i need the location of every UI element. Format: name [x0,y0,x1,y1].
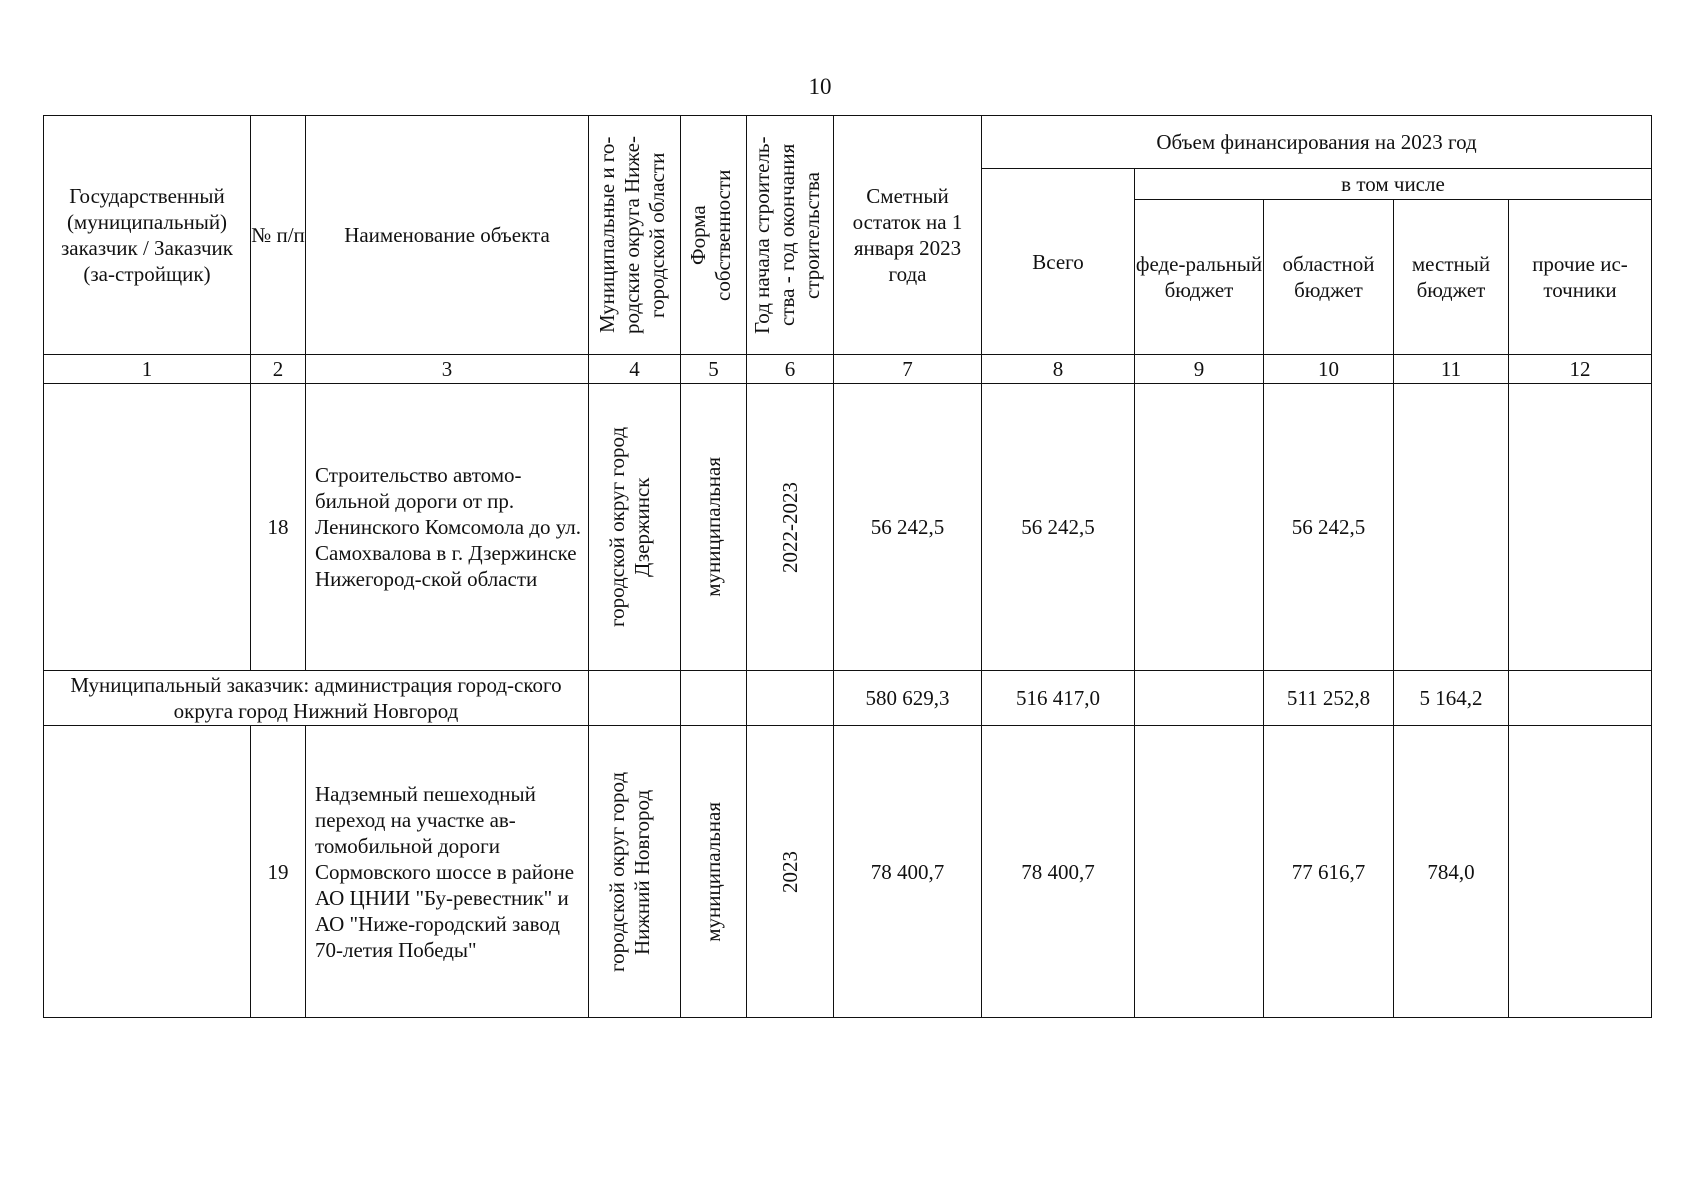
header-years-text: Год начала строитель-ства - год окончания строительства [750,136,824,334]
cell-municipality-text: городской округ город Нижний Новгород [604,771,654,972]
header-years [747,116,834,355]
cell-municipality [589,384,681,671]
header-federal: феде-ральный бюджет [1135,200,1264,355]
header-balance: Сметный остаток на 1 января 2023 года [834,116,982,355]
column-number: 6 [747,355,834,384]
cell-object-name: Надземный пешеходный переход на участке ав-томобильной дороги Сормовского шоссе в районе АО ЦНИИ "Бу-ревестник" и АО "Ниже-городский завод 70-летия Победы" [306,726,589,1018]
header-customer: Государственный (муниципальный) заказчик / Заказчик (за-стройщик) [44,116,251,355]
cell-ownership-text: муниципальная [701,801,725,942]
header-ownership [681,116,747,355]
header-local: местный бюджет [1394,200,1509,355]
header-other: прочие ис-точники [1509,200,1652,355]
cell-ownership [681,726,747,1018]
column-number: 2 [251,355,306,384]
header-object-name: Наименование объекта [306,116,589,355]
column-number: 4 [589,355,681,384]
summary-ownership [681,671,747,726]
header-regional: областной бюджет [1264,200,1394,355]
table-row [44,384,1652,671]
summary-balance: 580 629,3 [834,671,982,726]
cell-customer [44,726,251,1018]
cell-ownership [681,384,747,671]
column-number: 9 [1135,355,1264,384]
cell-federal [1135,726,1264,1018]
header-total: Всего [982,169,1135,355]
header-including: в том числе [1135,169,1652,200]
cell-total: 78 400,7 [982,726,1135,1018]
column-number: 8 [982,355,1135,384]
cell-customer [44,384,251,671]
header-row-no: № п/п [251,116,306,355]
table-row [44,726,1652,1018]
cell-ownership-text: муниципальная [701,457,725,597]
cell-total: 56 242,5 [982,384,1135,671]
header-municipality [589,116,681,355]
header-ownership-text: Форма собственности [685,169,735,301]
cell-federal [1135,384,1264,671]
column-numbers-row [44,355,1652,384]
column-number: 10 [1264,355,1394,384]
cell-local: 784,0 [1394,726,1509,1018]
cell-no: 19 [251,726,306,1018]
cell-object-name: Строительство автомо-бильной дороги от пр. Ленинского Комсомола до ул. Самохвалова в г. Дзержинске Нижегород-ской области [306,384,589,671]
summary-row [44,671,1652,726]
cell-municipality-text: городской округ город Дзержинск [604,426,654,628]
cell-years [747,384,834,671]
cell-balance: 78 400,7 [834,726,982,1018]
summary-years [747,671,834,726]
summary-municipality [589,671,681,726]
cell-municipality [589,726,681,1018]
cell-years [747,726,834,1018]
column-number: 1 [44,355,251,384]
cell-other [1509,726,1652,1018]
column-number: 11 [1394,355,1509,384]
summary-federal [1135,671,1264,726]
cell-years-text: 2022-2023 [777,481,802,573]
summary-regional: 511 252,8 [1264,671,1394,726]
summary-label: Муниципальный заказчик: администрация город-ского округа город Нижний Новгород [44,671,589,726]
page-number: 10 [808,74,832,99]
column-number: 3 [306,355,589,384]
column-number: 12 [1509,355,1652,384]
summary-other [1509,671,1652,726]
cell-balance: 56 242,5 [834,384,982,671]
header-municipality-text: Муниципальные и го-родские округа Ниже-городской области [594,136,669,334]
financing-table [43,115,1652,1018]
header-funding-group: Объем финансирования на 2023 год [982,116,1652,169]
summary-local: 5 164,2 [1394,671,1509,726]
column-number: 7 [834,355,982,384]
cell-years-text: 2023 [777,850,802,893]
cell-regional: 77 616,7 [1264,726,1394,1018]
summary-total: 516 417,0 [982,671,1135,726]
cell-other [1509,384,1652,671]
cell-regional: 56 242,5 [1264,384,1394,671]
cell-no: 18 [251,384,306,671]
cell-local [1394,384,1509,671]
column-number: 5 [681,355,747,384]
